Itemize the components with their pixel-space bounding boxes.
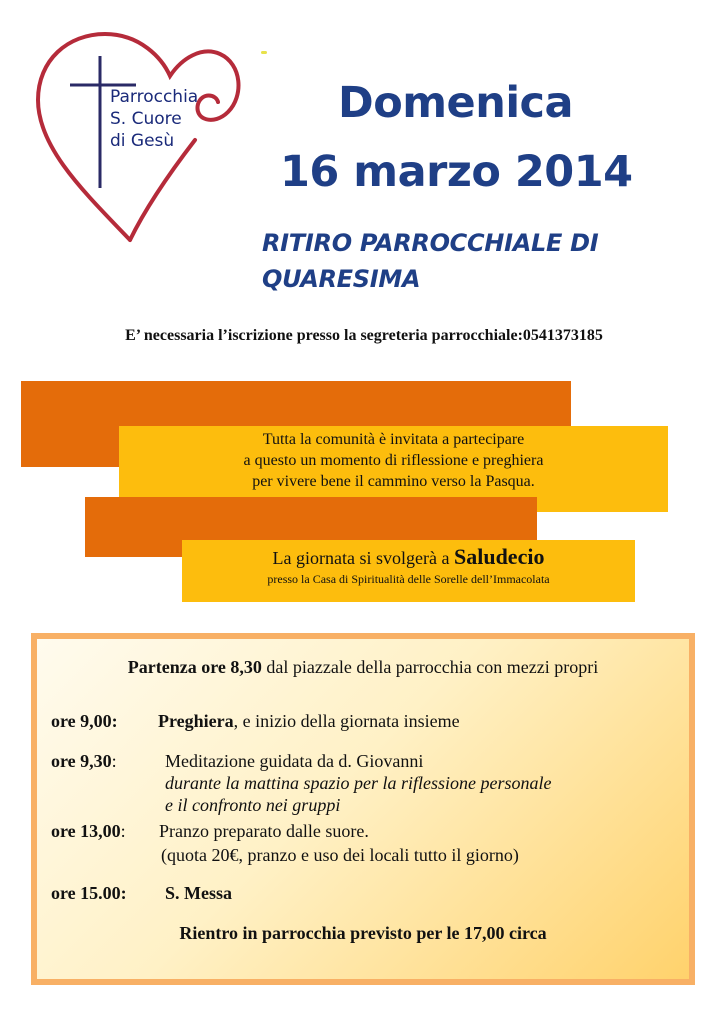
event-subtitle (262, 225, 622, 297)
schedule-text-1 (158, 711, 460, 732)
departure-label: Partenza ore 8,30 (127, 657, 262, 677)
invite-line2: a questo un momento di riflessione e preghiera (243, 452, 544, 469)
title-date: 16 marzo 2014 (280, 147, 633, 197)
logo-text-line2: S. Cuore (110, 109, 182, 129)
schedule-time-3-value: ore 13,00 (51, 821, 121, 841)
location-box (182, 540, 635, 602)
schedule-text-4: S. Messa (165, 883, 232, 903)
decorative-dot (261, 51, 267, 54)
title-day: Domenica (338, 78, 574, 128)
logo-text-line3: di Gesù (110, 131, 175, 151)
parish-logo (30, 28, 250, 243)
program-box (31, 633, 695, 985)
departure-text: dal piazzale della parrocchia con mezzi propri (261, 657, 599, 677)
location-place: Saludecio (453, 544, 545, 569)
return-line: Rientro in parrocchia previsto per le 17,00 circa (179, 923, 547, 943)
schedule-time-2-value: ore 9,30 (51, 751, 112, 771)
invite-line3: per vivere bene il cammino verso la Pasqua. (252, 473, 535, 490)
subtitle-line1: RITIRO PARROCCHIALE DI (262, 229, 599, 257)
schedule-text-2: Meditazione guidata da d. Giovanni (165, 751, 424, 771)
schedule-time-4: ore 15.00: (51, 883, 127, 903)
schedule-note-2b: e il confronto nei gruppi (165, 795, 341, 815)
location-line (182, 544, 635, 571)
schedule-note-3: (quota 20€, pranzo e uso dei locali tutto il giorno) (161, 845, 519, 865)
registration-notice: E’ necessaria l’iscrizione presso la segreteria parrocchiale:0541373185 (125, 327, 603, 344)
schedule-text-1-rest: , e inizio della giornata insieme (233, 711, 460, 731)
subtitle-line2: QUARESIMA (262, 265, 421, 293)
schedule-time-1: ore 9,00: (51, 711, 118, 731)
schedule-text-1-bold: Preghiera (158, 711, 234, 731)
departure-line (37, 657, 689, 678)
location-prefix: La giornata si svolgerà a (272, 548, 454, 568)
schedule-text-3: Pranzo preparato dalle suore. (159, 821, 369, 841)
invite-line1: Tutta la comunità è invitata a partecipare (262, 431, 525, 448)
schedule-time-2: ore 9,30: (51, 751, 117, 771)
schedule-note-2a: durante la mattina spazio per la riflessione personale (165, 773, 552, 793)
location-detail: presso la Casa di Spiritualità delle Sorelle dell’Immacolata (267, 572, 550, 586)
logo-text-line1: Parrocchia (110, 87, 199, 107)
schedule-time-3: ore 13,00: (51, 821, 126, 841)
